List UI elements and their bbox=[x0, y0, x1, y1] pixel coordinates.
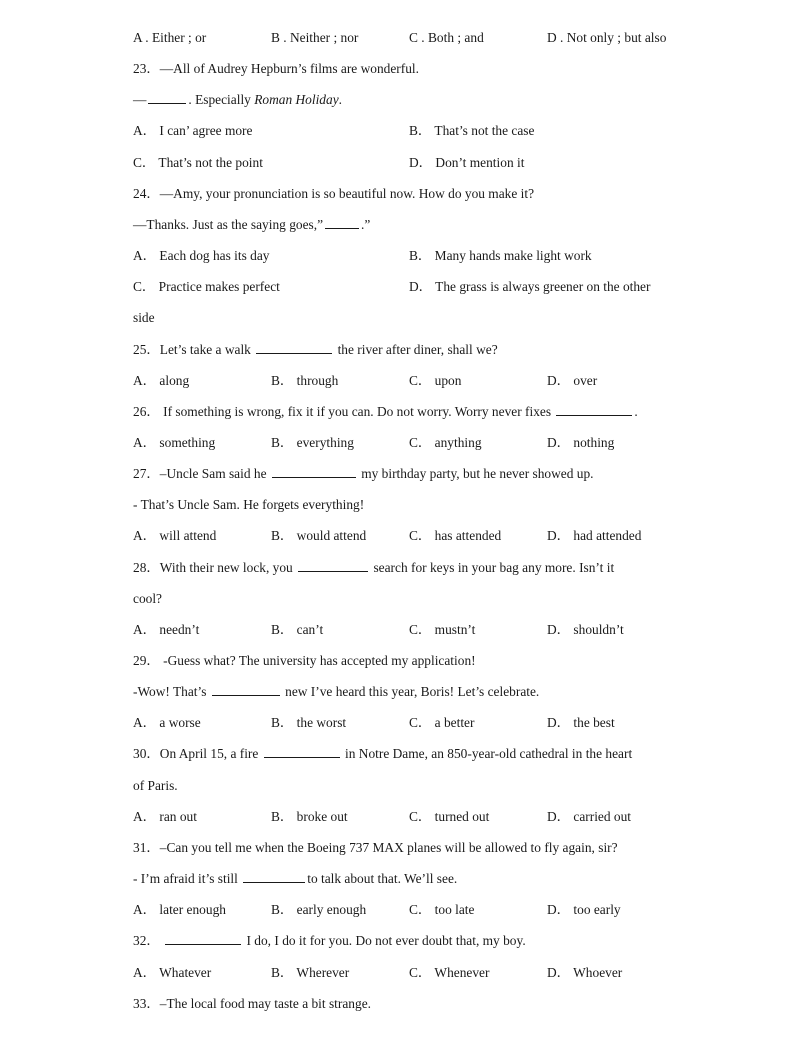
line-text: the river after diner, shall we? bbox=[334, 341, 498, 357]
italic-title: Roman Holiday bbox=[254, 92, 339, 108]
question-line bbox=[133, 837, 673, 859]
line-text: . bbox=[338, 92, 343, 108]
line-text: 29． -Guess what? The university has accepted my application! bbox=[133, 653, 476, 668]
question-line bbox=[133, 494, 673, 516]
question-line bbox=[133, 588, 673, 610]
line-text: 27．–Uncle Sam said he bbox=[133, 466, 270, 482]
question-line bbox=[133, 868, 673, 890]
line-text: — bbox=[133, 92, 147, 108]
answer-option[interactable]: C . Both ; and bbox=[409, 30, 484, 45]
question-line bbox=[133, 681, 673, 703]
line-text: cool? bbox=[133, 590, 162, 606]
question-line bbox=[133, 307, 673, 329]
options-row bbox=[133, 245, 673, 267]
line-text: 23．—All of Audrey Hepburn’s films are wonderful. bbox=[133, 61, 419, 77]
answer-option[interactable]: A． ran out bbox=[133, 808, 197, 824]
options-row bbox=[133, 899, 673, 921]
answer-option[interactable]: D． too early bbox=[547, 902, 621, 918]
answer-option[interactable]: D． had attended bbox=[547, 528, 642, 544]
question-line bbox=[133, 557, 673, 579]
answer-option[interactable]: D． shouldn’t bbox=[547, 621, 624, 637]
answer-option[interactable]: C． turned out bbox=[409, 808, 490, 824]
answer-option[interactable]: D． The grass is always greener on the other bbox=[409, 279, 651, 295]
answer-blank bbox=[212, 681, 280, 696]
question-line bbox=[133, 930, 673, 952]
question-line bbox=[133, 401, 673, 423]
options-row bbox=[133, 370, 673, 392]
line-text: .” bbox=[361, 216, 371, 232]
answer-option[interactable]: B． would attend bbox=[271, 528, 367, 544]
options-row bbox=[133, 152, 673, 174]
options-row bbox=[133, 120, 673, 142]
answer-option[interactable]: A． I can’ agree more bbox=[133, 123, 253, 139]
line-text: . Especially bbox=[188, 92, 255, 108]
answer-blank bbox=[325, 214, 359, 229]
answer-option[interactable]: B． Many hands make light work bbox=[409, 248, 592, 264]
question-line bbox=[133, 650, 673, 672]
answer-option[interactable]: D． nothing bbox=[547, 434, 615, 450]
options-row bbox=[133, 619, 673, 641]
answer-option[interactable]: C． upon bbox=[409, 372, 462, 388]
answer-option[interactable]: A． will attend bbox=[133, 528, 217, 544]
answer-blank bbox=[298, 557, 368, 572]
question-line bbox=[133, 993, 673, 1015]
answer-blank bbox=[272, 463, 356, 478]
line-text: —Thanks. Just as the saying goes,” bbox=[133, 216, 324, 232]
line-text: my birthday party, but he never showed up. bbox=[357, 466, 594, 482]
line-text: 33．–The local food may taste a bit strange. bbox=[133, 995, 371, 1011]
line-text: 26． If something is wrong, fix it if you can. Do not worry. Worry never fixes bbox=[133, 403, 555, 419]
answer-option[interactable]: D . Not only ; but also bbox=[547, 30, 667, 45]
line-text: side bbox=[133, 310, 155, 326]
options-row bbox=[133, 276, 673, 298]
line-text: 31．–Can you tell me when the Boeing 737 MAX planes will be allowed to fly again, sir? bbox=[133, 839, 618, 855]
line-text: in Notre Dame, an 850-year-old cathedral in the heart bbox=[341, 746, 633, 762]
answer-option[interactable]: C． a better bbox=[409, 715, 475, 731]
line-text: - I’m afraid it’s still bbox=[133, 871, 242, 887]
answer-option[interactable]: A． Each dog has its day bbox=[133, 248, 270, 264]
answer-option[interactable]: C． Whenever bbox=[409, 964, 490, 980]
options-row bbox=[133, 432, 673, 454]
answer-option[interactable]: B． broke out bbox=[271, 808, 348, 824]
line-text: 24．—Amy, your pronunciation is so beautiful now. How do you make it? bbox=[133, 185, 535, 201]
line-text: search for keys in your bag any more. Isn’t it bbox=[370, 559, 615, 575]
options-row bbox=[133, 712, 673, 734]
line-text: I do, I do it for you. Do not ever doubt that, my boy. bbox=[243, 933, 526, 949]
line-text: new I’ve heard this year, Boris! Let’s celebrate. bbox=[281, 684, 540, 700]
line-text: 28．With their new lock, you bbox=[133, 559, 297, 575]
answer-option[interactable]: C． has attended bbox=[409, 528, 502, 544]
question-line bbox=[133, 183, 673, 205]
question-line bbox=[133, 775, 673, 797]
answer-option[interactable]: A． something bbox=[133, 434, 216, 450]
answer-option[interactable]: B． can’t bbox=[271, 621, 324, 637]
line-text: to talk about that. We’ll see. bbox=[307, 871, 458, 887]
answer-option[interactable]: A． later enough bbox=[133, 902, 226, 918]
answer-option[interactable]: B． That’s not the case bbox=[409, 123, 535, 139]
answer-option[interactable]: D． Whoever bbox=[547, 964, 623, 980]
line-text: 25．Let’s take a walk bbox=[133, 341, 255, 357]
answer-option[interactable]: B． everything bbox=[271, 434, 354, 450]
answer-option[interactable]: D． Don’t mention it bbox=[409, 154, 525, 170]
answer-blank bbox=[148, 89, 186, 104]
question-line bbox=[133, 743, 673, 765]
answer-option[interactable]: D． over bbox=[547, 372, 598, 388]
options-row bbox=[133, 806, 673, 828]
line-text: of Paris. bbox=[133, 777, 178, 793]
answer-option[interactable]: D． the best bbox=[547, 715, 615, 731]
answer-option[interactable]: A． needn’t bbox=[133, 621, 200, 637]
question-line bbox=[133, 58, 673, 80]
line-text: 30．On April 15, a fire bbox=[133, 746, 262, 762]
answer-option[interactable]: B． early enough bbox=[271, 902, 367, 918]
answer-option[interactable]: B . Neither ; nor bbox=[271, 30, 359, 45]
answer-blank bbox=[264, 743, 340, 758]
question-line bbox=[133, 339, 673, 361]
options-row bbox=[133, 962, 673, 984]
answer-option[interactable]: C． anything bbox=[409, 434, 482, 450]
answer-option[interactable]: A． a worse bbox=[133, 715, 201, 731]
answer-option[interactable]: B． through bbox=[271, 372, 339, 388]
question-line bbox=[133, 214, 673, 236]
line-text: - That’s Uncle Sam. He forgets everything! bbox=[133, 497, 365, 513]
answer-option[interactable]: B． the worst bbox=[271, 715, 347, 731]
answer-option[interactable]: C． That’s not the point bbox=[133, 154, 263, 170]
question-line bbox=[133, 463, 673, 485]
options-row bbox=[133, 525, 673, 547]
answer-option[interactable]: C． Practice makes perfect bbox=[133, 279, 280, 295]
question-line bbox=[133, 89, 673, 111]
line-text: 32． bbox=[133, 933, 164, 949]
answer-blank bbox=[256, 339, 332, 354]
answer-option[interactable]: C． mustn’t bbox=[409, 621, 476, 637]
answer-option[interactable]: D． carried out bbox=[547, 808, 632, 824]
answer-blank bbox=[556, 401, 632, 416]
line-text: . bbox=[634, 403, 638, 419]
answer-option[interactable]: A . Either ; or bbox=[133, 30, 207, 45]
answer-option[interactable]: B． Wherever bbox=[271, 964, 350, 980]
options-row bbox=[133, 27, 673, 49]
answer-option[interactable]: A． along bbox=[133, 372, 190, 388]
line-text: -Wow! That’s bbox=[133, 684, 210, 700]
answer-blank bbox=[243, 868, 305, 883]
answer-blank bbox=[165, 930, 241, 945]
answer-option[interactable]: A． Whatever bbox=[133, 964, 212, 980]
answer-option[interactable]: C． too late bbox=[409, 902, 475, 918]
